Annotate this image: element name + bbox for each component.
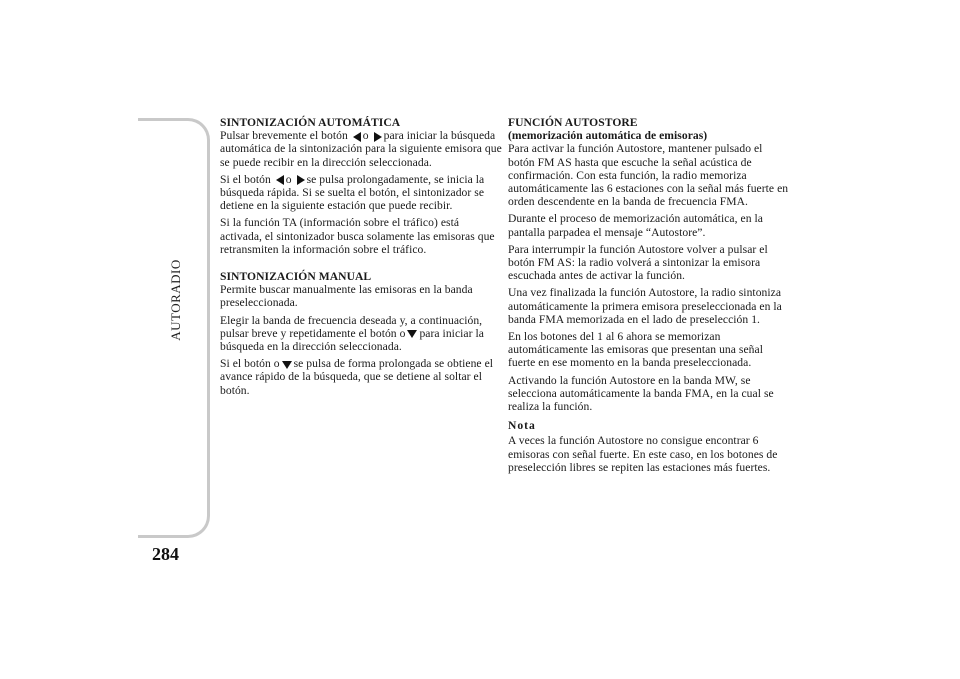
paragraph: Elegir la banda de frecuencia deseada y, a continuación, pulsar breve y repetidamente el botón o para iniciar la búsqueda en la dirección seleccionada. xyxy=(220,313,484,354)
paragraph: Permite buscar manualmente las emisoras en la banda preseleccionada. xyxy=(220,283,473,310)
right-arrow-icon xyxy=(297,175,305,185)
paragraph: Activando la función Autostore en la banda MW, se selecciona automáticamente la banda FMA, en la cual se realiza la función. xyxy=(508,373,774,414)
note-text: A veces la función Autostore no consigue encontrar 6 emisoras con señal fuerte. En este caso, en los botones de preselección libres se repiten las estaciones más fuertes. xyxy=(508,434,778,474)
heading-autostore-subtitle: (memorización automática de emisoras) xyxy=(508,129,708,143)
paragraph: En los botones del 1 al 6 ahora se memorizan automáticamente las emisoras que presentan una señal fuerte en ese momento en la banda preseleccionada. xyxy=(508,330,763,370)
down-arrow-icon xyxy=(407,330,417,338)
paragraph: Para interrumpir la función Autostore volver a pulsar el botón FM AS: la radio volverá a sintonizar la emisora escuchada antes de activar la función. xyxy=(508,242,768,283)
left-column xyxy=(220,116,502,401)
paragraph: Para activar la función Autostore, mantener pulsado el botón FM AS hasta que escuche la señal acústica de confirmación. Con esta función, la radio memoriza automáticamente las 6 estaciones con la señal más fuerte en orden descendente en la banda de frecuencia FMA. xyxy=(508,142,789,209)
page-number: 284 xyxy=(152,544,179,564)
paragraph: Pulsar brevemente el botón o para iniciar la búsqueda automática de la sintonización para la siguiente emisora que se puede recibir en la dirección seleccionada. xyxy=(220,129,502,169)
heading-manual-tuning: SINTONIZACIÓN MANUAL xyxy=(220,270,372,284)
paragraph: Si el botón o se pulsa de forma prolongada se obtiene el avance rápido de la búsqueda, que se detiene al soltar el botón. xyxy=(220,357,494,397)
paragraph: Si el botón o se pulsa prolongadamente, se inicia la búsqueda rápida. Si se suelta el botón, el sintonizador se detiene en la siguiente estación que puede recibir. xyxy=(220,172,485,213)
left-arrow-icon xyxy=(276,175,284,185)
paragraph: Una vez finalizada la función Autostore, la radio sintoniza automáticamente la primera emisora preseleccionada en la banda FMA memorizada en el lado de preselección 1. xyxy=(508,286,782,326)
note-heading: Nota xyxy=(508,419,536,433)
left-arrow-icon xyxy=(353,132,361,142)
heading-autostore: FUNCIÓN AUTOSTORE xyxy=(508,116,638,129)
right-arrow-icon xyxy=(374,132,382,142)
section-side-label: AUTORADIO xyxy=(168,259,183,341)
paragraph: Si la función TA (información sobre el tráfico) está activada, el sintonizador busca solamente las emisoras que retransmiten la información sobre el tráfico. xyxy=(220,216,495,256)
down-arrow-icon xyxy=(282,361,292,369)
right-column xyxy=(508,116,790,478)
paragraph: Durante el proceso de memorización automática, en la pantalla parpadea el mensaje “Autostore”. xyxy=(508,212,763,239)
heading-auto-tuning: SINTONIZACIÓN AUTOMÁTICA xyxy=(220,116,401,129)
